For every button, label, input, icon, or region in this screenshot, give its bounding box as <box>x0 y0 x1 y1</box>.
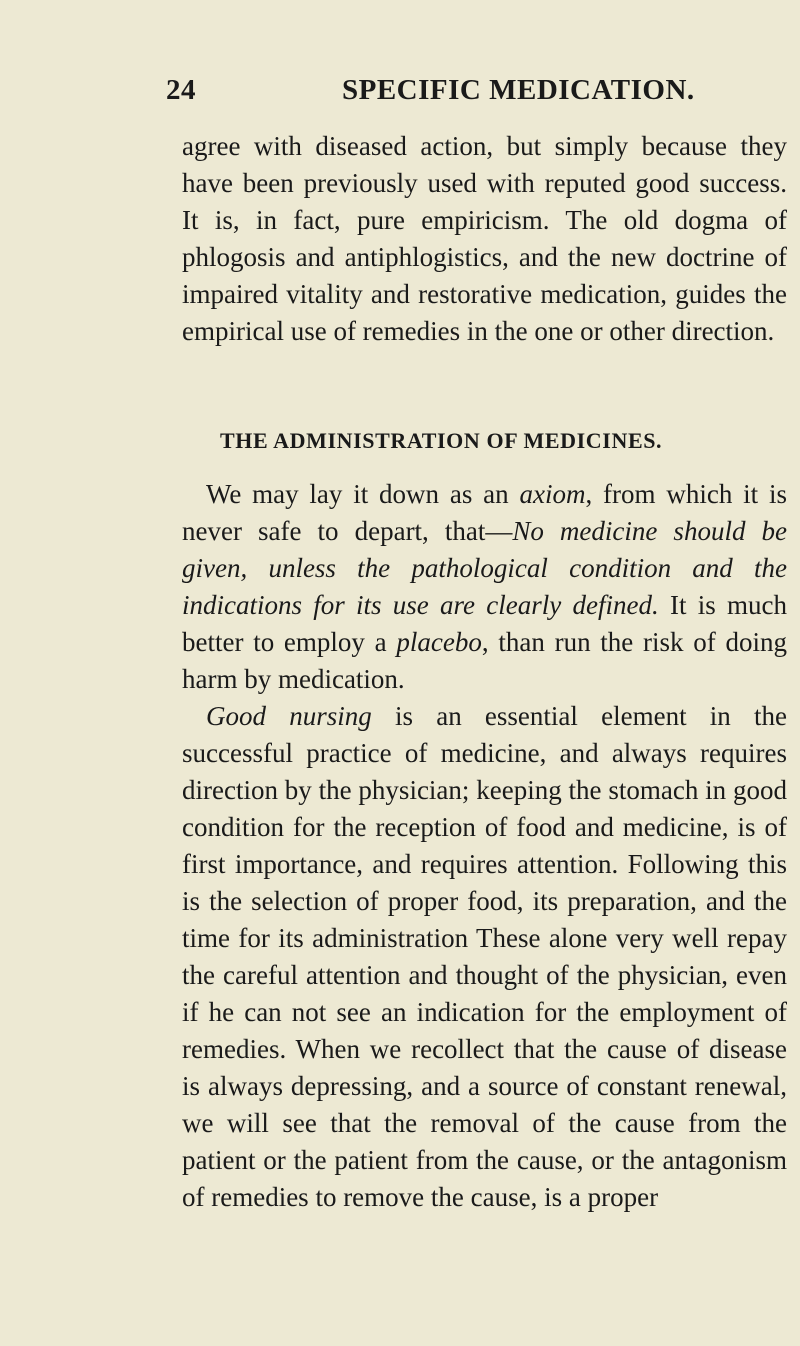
nursing-paragraph <box>182 698 787 1216</box>
paragraph-text: agree with diseased action, but simply because they have been previously used with reputed good success. It is, in fact, pure empiricism. The old dogma of phlogosis and antiphlogistics, and the new doctrine of impaired vitality and restorative medication, guides the empirical use of remedies in the one or other direction. <box>182 131 787 346</box>
paragraph-text: is an essential element in the successful practice of medicine, and always requires direction by the physician; keeping the stomach in good condition for the reception of food and medicine, is of first importance, and requires attention. Following this is the selection of proper food, its preparation, and the time for its administration These alone very well repay the careful attention and thought of the physician, even if he can not see an indication for the employment of remedies. When we recollect that the cause of disease is always depressing, and a source of constant renewal, we will see that the removal of the cause from the patient or the patient from the cause, or the antagonism of remedies to remove the cause, is a proper <box>182 701 788 1212</box>
running-head <box>166 74 786 114</box>
italic-term-placebo: placebo <box>396 627 482 657</box>
running-title: SPECIFIC MEDICATION. <box>342 74 695 106</box>
italic-lead-good-nursing: Good nursing <box>206 701 372 731</box>
opening-paragraph <box>182 128 787 350</box>
section-heading: THE ADMINISTRATION OF MEDICINES. <box>220 428 663 453</box>
paragraph-text: , from which it is never safe to depart, that— <box>182 479 787 546</box>
axiom-paragraph <box>182 476 787 698</box>
section-body <box>182 476 787 1216</box>
paragraph-text: , than run the risk of doing harm by medication. <box>182 627 787 694</box>
paragraph-text: We may lay it down as an <box>206 479 520 509</box>
italic-term-axiom: axiom <box>519 479 586 509</box>
paragraph-text: It is much better to employ a <box>182 590 787 657</box>
italic-rule: No medicine should be given, unless the pathological condition and the indications for its use are clearly defined. <box>182 516 787 620</box>
page-number: 24 <box>166 74 196 106</box>
